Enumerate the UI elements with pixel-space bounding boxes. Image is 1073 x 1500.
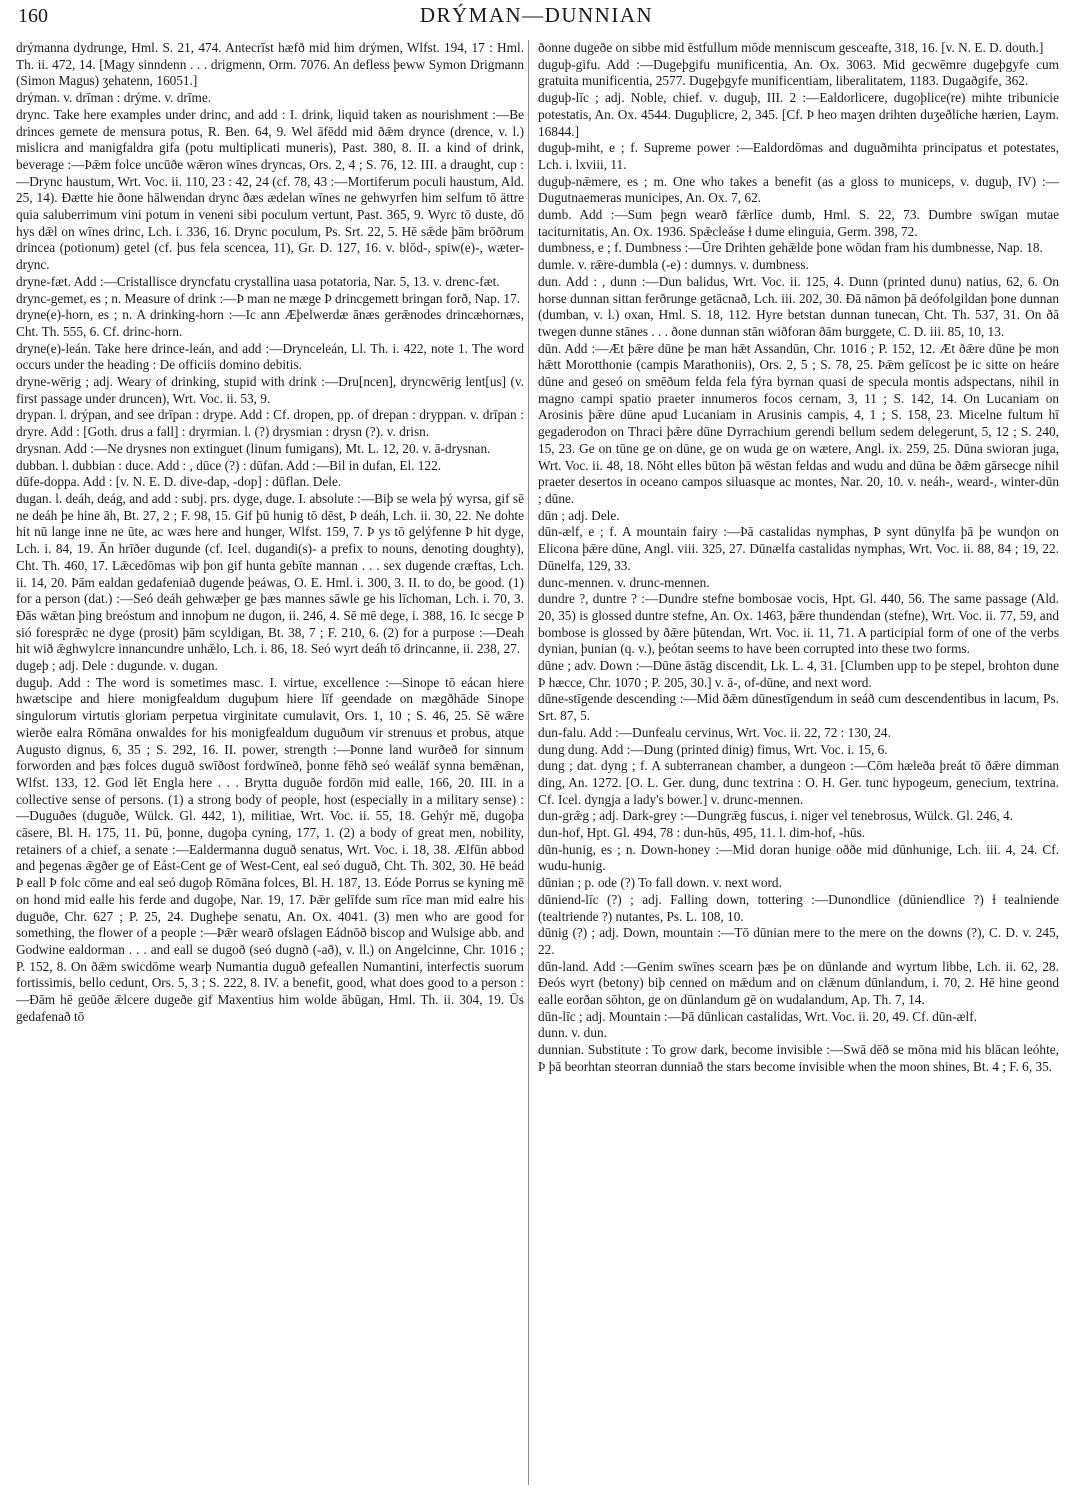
dictionary-entry: duguþ-nǣmere, es ; m. One who takes a benefit (as a gloss to municeps, v. duguþ, IV) :—Dugutnaemeras municipes, An. Ox. 7, 62. (538, 173, 1059, 206)
dictionary-entry: drýman. v. drīman : drýme. v. drīme. (16, 90, 212, 106)
dictionary-entry: duguþ-gifu. Add :—Dugeþgifu munificentia, An. Ox. 3063. Mid gecwēmre dugeþgyfe cum gratuita munificentia, 2577. Dugeþgyfe munificentiam, liberalitatem, 1183. Dugaðgife, 362. (538, 56, 1059, 89)
dictionary-entry: ðonne dugeðe on sibbe mid ēstfullum mōde menniscum gesceafte, 318, 16. [v. N. E. D. douth.] (538, 40, 1044, 55)
left-column (16, 40, 524, 1025)
dictionary-entry: dūn-hunig, es ; n. Down-honey :—Mid doran hunige oððe mid dūnhunige, Lch. iii. 4, 24. Cf. wudu-hunig. (538, 841, 1059, 874)
dictionary-entry: dumb. Add :—Sum þegn wearð fǣrlīce dumb, Hml. S. 22, 73. Dumbre swīgan mutae taciturnitatis, An. Ox. 1936. Spǣcleáse ɫ dume elinguia, Germ. 398, 72. (538, 207, 1059, 239)
dictionary-entry: dūnian ; p. ode (?) To fall down. v. next word. (538, 875, 782, 891)
dictionary-entry: dūnig (?) ; adj. Down, mountain :—Tō dūnian mere to the mere on the downs (?), C. D. v. 245, 22. (538, 925, 1059, 957)
page-header (18, 0, 1055, 32)
dictionary-entry: dunc-mennen. v. drunc-mennen. (538, 574, 710, 590)
dictionary-entry: dryne(e)-horn, es ; n. A drinking-horn :—Ic ann Æþelwerdæ ānæs gerǣnodes drincæhornæs, Cht. Th. 555, 6. Cf. drinc-horn. (16, 307, 524, 339)
dictionary-entry: dun-grǣg ; adj. Dark-grey :—Dungrǣg fuscus, i. niger vel tenebrosus, Wülck. Gl. 246, 4. (538, 808, 1014, 824)
dictionary-entry: dūn-līc ; adj. Mountain :—Þā dūnlican castalidas, Wrt. Voc. ii. 20, 49. Cf. dūn-ælf. (538, 1008, 977, 1024)
dictionary-entry: dumle. v. rǣre-dumbla (-e) : dumnys. v. dumbness. (538, 257, 809, 273)
dictionary-entry: dūfe-doppa. Add : [v. N. E. D. dive-dap, -dop] : dūflan. Dele. (16, 474, 342, 490)
dictionary-entry: dun. Add : , dunn :—Dun balidus, Wrt. Voc. ii. 125, 4. Dunn (printed dunu) natius, 62, 6. On horse dunnan sittan ferðrunge getācnað, Lch. iii. 202, 30. Ðā nāmon þā deófolgildan þone dunnan (dumban, v. l.) oxan, Hml. S. 18, 112. Hyre betstan dunnan tunecan, Cht. Th. 537, 31. On ðā twegen dunne stānes . . . ðone dunnan stān wiðforan ðām burggete, C. D. iii. 85, 10, 13. (538, 273, 1059, 339)
dictionary-entry: dundre ?, duntre ? :—Dundre stefne bombosae vocis, Hpt. Gl. 440, 56. The same passage (Ald. 20, 35) is glossed duntre stefne, An. Ox. 1463, þǣre thundendan (stefne), Wrt. Voc. ii. 77, 59, and bombose is glossed by ðǣre þūtendan, Wrt. Voc. ii. 11, 71. A participial form of one of the verbs dynian, þunian (q. v.), þeótan seems to have been corrupted into these two forms. (538, 591, 1059, 657)
dictionary-entry: duguþ-līc ; adj. Noble, chief. v. duguþ, III. 2 :—Ealdorlicere, dugoþlice(re) mihte tribunicie potestatis, An. Ox. 4544. Duguþlicre, 2, 345. [Cf. Þ heo maʒen drihten duʒeðliche hærien, Laym. 16844.] (538, 90, 1059, 139)
dictionary-entry: dūn-land. Add :—Genim swīnes scearn þæs þe on dūnlande and wyrtum libbe, Lch. ii. 62, 28. Ðeós wyrt (betony) biþ cenned on mǣdum and on clǣnum dūnlandum, i. 70, 2. Hē hine geond ealle eorðan sōhton, ge on dūnlandum gē on wudalandum, Ap. Th. 7, 14. (538, 958, 1059, 1008)
dictionary-entry: dryne-wērig ; adj. Weary of drinking, stupid with drink :—Dru[ncen], dryncwērig lent[us] (v. first passage under druncen), Wrt. Voc. ii. 53, 9. (16, 374, 524, 406)
dictionary-entry: dun-falu. Add :—Dunfealu cervinus, Wrt. Voc. ii. 22, 72 : 130, 24. (538, 724, 891, 740)
dictionary-entry: drýmanna dydrunge, Hml. S. 21, 474. Antecrīst hæfð mid him drýmen, Wlfst. 194, 17 : Hml. Th. ii. 472, 14. [Magy sinndenn . . . drigmenn, Orm. 7076. An defless þeww Symon Drigmann (Simon Magus) ʒehatenn, 16051.] (16, 40, 524, 89)
dictionary-entry: dūn ; adj. Dele. (538, 507, 620, 523)
right-column (538, 40, 1059, 1076)
dictionary-entry: dūniend-līc (?) ; adj. Falling down, tottering :—Dunondlice (dūniendlice ?) ɫ tealniende (tealtriende ?) nutantes, Ps. L. 108, 10. (538, 891, 1059, 924)
page-number: 160 (18, 5, 48, 27)
dictionary-entry: drysnan. Add :—Ne drysnes non extinguet (linum fumigans), Mt. L. 12, 20. v. ā-drysnan. (16, 440, 491, 456)
dictionary-entry: dunn. v. dun. (538, 1025, 607, 1041)
dictionary-entry: dumbness, e ; f. Dumbness :—Ūre Drihten gehǣlde þone wōdan fram his dumbnesse, Nap. 18. (538, 240, 1043, 256)
dictionary-entry: dryne-fæt. Add :—Cristallisce dryncfatu crystallina uasa potatoria, Nar. 5, 13. v. drenc-fæt. (16, 273, 500, 289)
dictionary-entry: dūn-ælf, e ; f. A mountain fairy :—Þā castalidas nymphas, Þ synt dūnylfa þā þe wunɖon on Elicona þǣre dūne, Angl. viii. 325, 27. Dūnælfa castalidas nymphas, Wrt. Voc. ii. 88, 84 ; 19, 22. Dūnelfa, 129, 33. (538, 524, 1059, 573)
dictionary-entry: duguþ. Add : The word is sometimes masc. I. virtue, excellence :—Sinope tō eácan hiere hwætscipe and hiere monigfealdum duguþum hiere līf geendade on mægðhāde Sinope singulorum virtutis gloriam perpetua virginitate cumulavit, Ors. 1, 10 ; S. 46, 25. Sē wǣre wierðe ealra Rōmāna onwaldes for his monigfealdum duguðum vir strenuus et probus, atque Augusto dignus, 6, 35 ; S. 292, 16. II. power, strength :—Þonne land wurðeð for sinnum forworden and þæs folces duguð swīðost fordwīneð, þonne fēhð seó weálāf synna bemǣnan, Wlfst. 133, 12. God lēt Engla here . . . Brytta duguðe fordōn mid ealle, 166, 20. III. in a collective sense of persons. (1) a strong body of people, host (especially in a military sense) :—Duguðes (duguðe, Wülck. Gl. 442, 1), militiae, Wrt. Voc. ii. 55, 18. Gehýr mē, dugoþa cāsere, Bl. H. 175, 11. Þū, þonne, dugoþa cyning, 177, 1. (2) a body of great men, nobility, retainers of a chief, a senate :—Ealdermanna duguð senatus, Wrt. Voc. i. 18, 38. Ælfūn abbod and þegenas ǣgðer ge of Eást-Cent ge of West-Cent, eal seó duguð, Cht. Th. 302, 30. Hē beád Þ eall Þ folc cōme and eal seó dugoþ Rōmāna folces, Bl. H. 187, 13. Eóde Porrus se kyning mē on hond mid ealle his ferde and dugoþe, Nar. 19, 17. Þǣr gelīfde sum rīce man mid ealre his duguðe, Chr. 627 ; P. 25, 24. Dugheþe senatu, An. Ox. 4041. (3) men who are good for something, the flower of a people :—Þǣr wearð ofslagen Eádnōð biscop and Wulsige abb. and Godwine ealdorman . . . and eall se dugoð (seó dugnð (-að), v. ll.) on Angelcinne, Chr. 1016 ; P. 152, 8. On ðǣm swicdōme wearþ Numantia duguð gefeallen Numantini, interfectis suorum fortissimis, bello cedunt, Ors. 5, 3 ; S. 222, 8. IV. a benefit, good, what does good to a person :—Ðām hē geūðe ǣlcere dugeðe gif Maxentius him wolde ābūgan, Hml. Th. ii. 304, 19. Ūs gedafenað tō (16, 674, 524, 1024)
dictionary-entry: dugeþ ; adj. Dele : dugunde. v. dugan. (16, 658, 218, 674)
dictionary-entry: dugan. l. deáh, deág, and add : subj. prs. dyge, duge. I. absolute :—Biþ se wela þý wyrsa, gif sē ne deáh þe hine āh, Bt. 27, 2 ; F. 98, 15. Gif þū hunig tō dēst, Þ deáh, Lch. ii. 30, 22. Ne dohte hit nū lange inne ne ūte, ac wæs here and hunger, Wlfst. 159, 7. Þ ys tō gelýfenne Þ hit dyge, Lch. i. 84, 19. Ān hrīðer dugunde (cf. Icel. dugandi(s)- a prefix to nouns, denoting doughty), Cht. Th. 460, 17. Lǣcedōmas wiþ þon gif hunta gebīte mannan . . . sex dugende cræftas, Lch. ii. 14, 20. Þām ealdan gedafeniað dugende þeáwas, O. E. Hml. i. 300, 3. II. to do, be good. (1) for a person (dat.) :—Seó deáh gehwæþer ge þæs mannes sāwle ge his līchoman, Lch. i. 70, 3. Ðās wǣtan þing breóstum and innoþum ne dugon, ii. 246, 4. Sē mē dege, i. 388, 16. Ic secge Þ sió foresprǣc ne dyge (prosit) þām scyldigan, Bt. 38, 7 ; F. 210, 6. (2) for a purpose :—Deah hit wið ǣghwylcre innancundre unhǣlo, Lch. i. 86, 18. Seó wyrt deáh tō drincanne, ii. 238, 27. (16, 490, 524, 657)
dictionary-entry: drync. Take here examples under drinc, and add : I. drink, liquid taken as nourishment :—Be drinces gemete de mensura potus, R. Ben. 64, 9. Wel āfēdd mid ðǣm drynce (drence, v. l.) mislicra and manigfaldra gifa (potu multiplicati muneris), Past. 380, 8. II. a kind of drink, beverage :—Þǣm folce uncūðe wǣron wīnes dryncas, Ors. 2, 4 ; S. 76, 12. III. a draught, cup :—Drync haustum, Wrt. Voc. ii. 110, 23 : 42, 24 (cf. 78, 43 :—Mortiferum poculi haustum, Ald. 25, 14). Ðætte hie ðone hālwendan drync ðæs ædelan wīnes ne gehwyrfen him selfum tō ättre quia saluberrimum vini potum in veneni sibi poculum vertunt, Past. 365, 9. Wyrc tō duste, dō hys dǣl on wīnes drinc, Lch. i. 336, 16. Drync poculum, Ps. Srt. 22, 5. Hē sǣde þām brōðrum drincea (potionum) getel (cf. þus fela scencea, 11), Gr. D. 127, 16. v. blōd-, spiw(e)-, wæter-drync. (16, 106, 524, 273)
dictionary-entry: dūne ; adv. Down :—Dūne āstāg discendit, Lk. L. 4, 31. [Clumben upp to þe stepel, brohton dune Þ hæcce, Chr. 1070 ; P. 205, 30.] v. ā-, of-dūne, and next word. (538, 658, 1059, 690)
dictionary-entry: drypan. l. drýpan, and see drīpan : drype. Add : Cf. dropen, pp. of drepan : dryppan. v. drīpan : dryre. Add : [Goth. drus a fall] : dryrmian. l. (?) drysmian : drysn (?). v. drisn. (16, 407, 524, 440)
dictionary-entry: duguþ-miht, e ; f. Supreme power :—Ealdordōmas and duguðmihta principatus et potestates, Lch. i. lxviii, 11. (538, 140, 1059, 172)
column-divider (528, 40, 529, 1485)
dictionary-entry: dung dung. Add :—Dung (printed dinig) fimus, Wrt. Voc. i. 15, 6. (538, 741, 888, 757)
dictionary-entry: dubban. l. dubbian : duce. Add : , dūce (?) : dūfan. Add :—Bil in dufan, El. 122. (16, 457, 442, 473)
running-title: DRÝMAN—DUNNIAN (419, 3, 654, 27)
dictionary-entry: dunnian. Substitute : To grow dark, become invisible :—Swā dēð se mōna mid his blācan leóhte, Þ þā beorhtan steorran dunniað the stars become invisible when the moon shines, Bt. 4 ; F. 6, 35. (538, 1042, 1059, 1074)
dictionary-entry: dun-hof, Hpt. Gl. 494, 78 : dun-hūs, 495, 11. l. dim-hof, -hūs. (538, 825, 866, 841)
dictionary-entry: dūn. Add :—Æt þǣre dūne þe man hǣt Assandūn, Chr. 1016 ; P. 152, 12. Æt ðǣre dūne þe mon hǣtt Morotthonie (campis Marathoniis), Ors. 2, 5 ; S. 78, 25. Þǣm gelīcost þe ic sitte on heáre dūne and geseó on smēðum felda fela fýra byrnan quasi de specula montis adspectans, nihil in magno campi spatio praeter innumeros focos cernam, 3, 11 ; S. 142, 14. On Lucaniam on Arosinis þǣre dūne apud Lucaniam in Arusinis campis, 4, 1 ; S. 158, 23. Micelne fultum hī gegaderodon on Thraci þǣre dūne Dyrrachium gerendi bellum sedem delegerunt, 5, 12 ; S. 240, 15, 23. Ge on tūne ge on dūne, ge on wuda ge on wætere, Angl. ix. 259, 25. Dūna swioran juga, Wrt. Voc. ii. 48, 18. Nōht elles būton þā wēstan feldas and wudu and dūna be ðǣm gārsecge nihil praeter desertos in oceano campos siluasque ac montes, Nar. 20, 10. v. neáh-, weard-, winter-dūn ; dūne. (538, 340, 1059, 506)
dictionary-entry: dūne-stīgende descending :—Mid ðǣm dūnestīgendum in seáð cum descendentibus in lacum, Ps. Srt. 87, 5. (538, 691, 1059, 724)
dictionary-entry: dung ; dat. dyng ; f. A subterranean chamber, a dungeon :—Cōm hæleða þreát tō ðǣre dimman ding, An. 1272. [O. L. Ger. dung, dunc textrina : O. H. Ger. tunc hypogeum, genecium, textrina. Cf. Icel. dyngja a lady's bower.] v. drunc-mennen. (538, 758, 1059, 807)
dictionary-entry: dryne(e)-leán. Take here drince-leán, and add :—Drynceleán, Ll. Th. i. 422, note 1. The word occurs under the heading : De officiis domino debitis. (16, 340, 524, 373)
dictionary-entry: drync-gemet, es ; n. Measure of drink :—Þ man ne mæge Þ drincgemett bringan forð, Nap. 17. (16, 290, 521, 306)
